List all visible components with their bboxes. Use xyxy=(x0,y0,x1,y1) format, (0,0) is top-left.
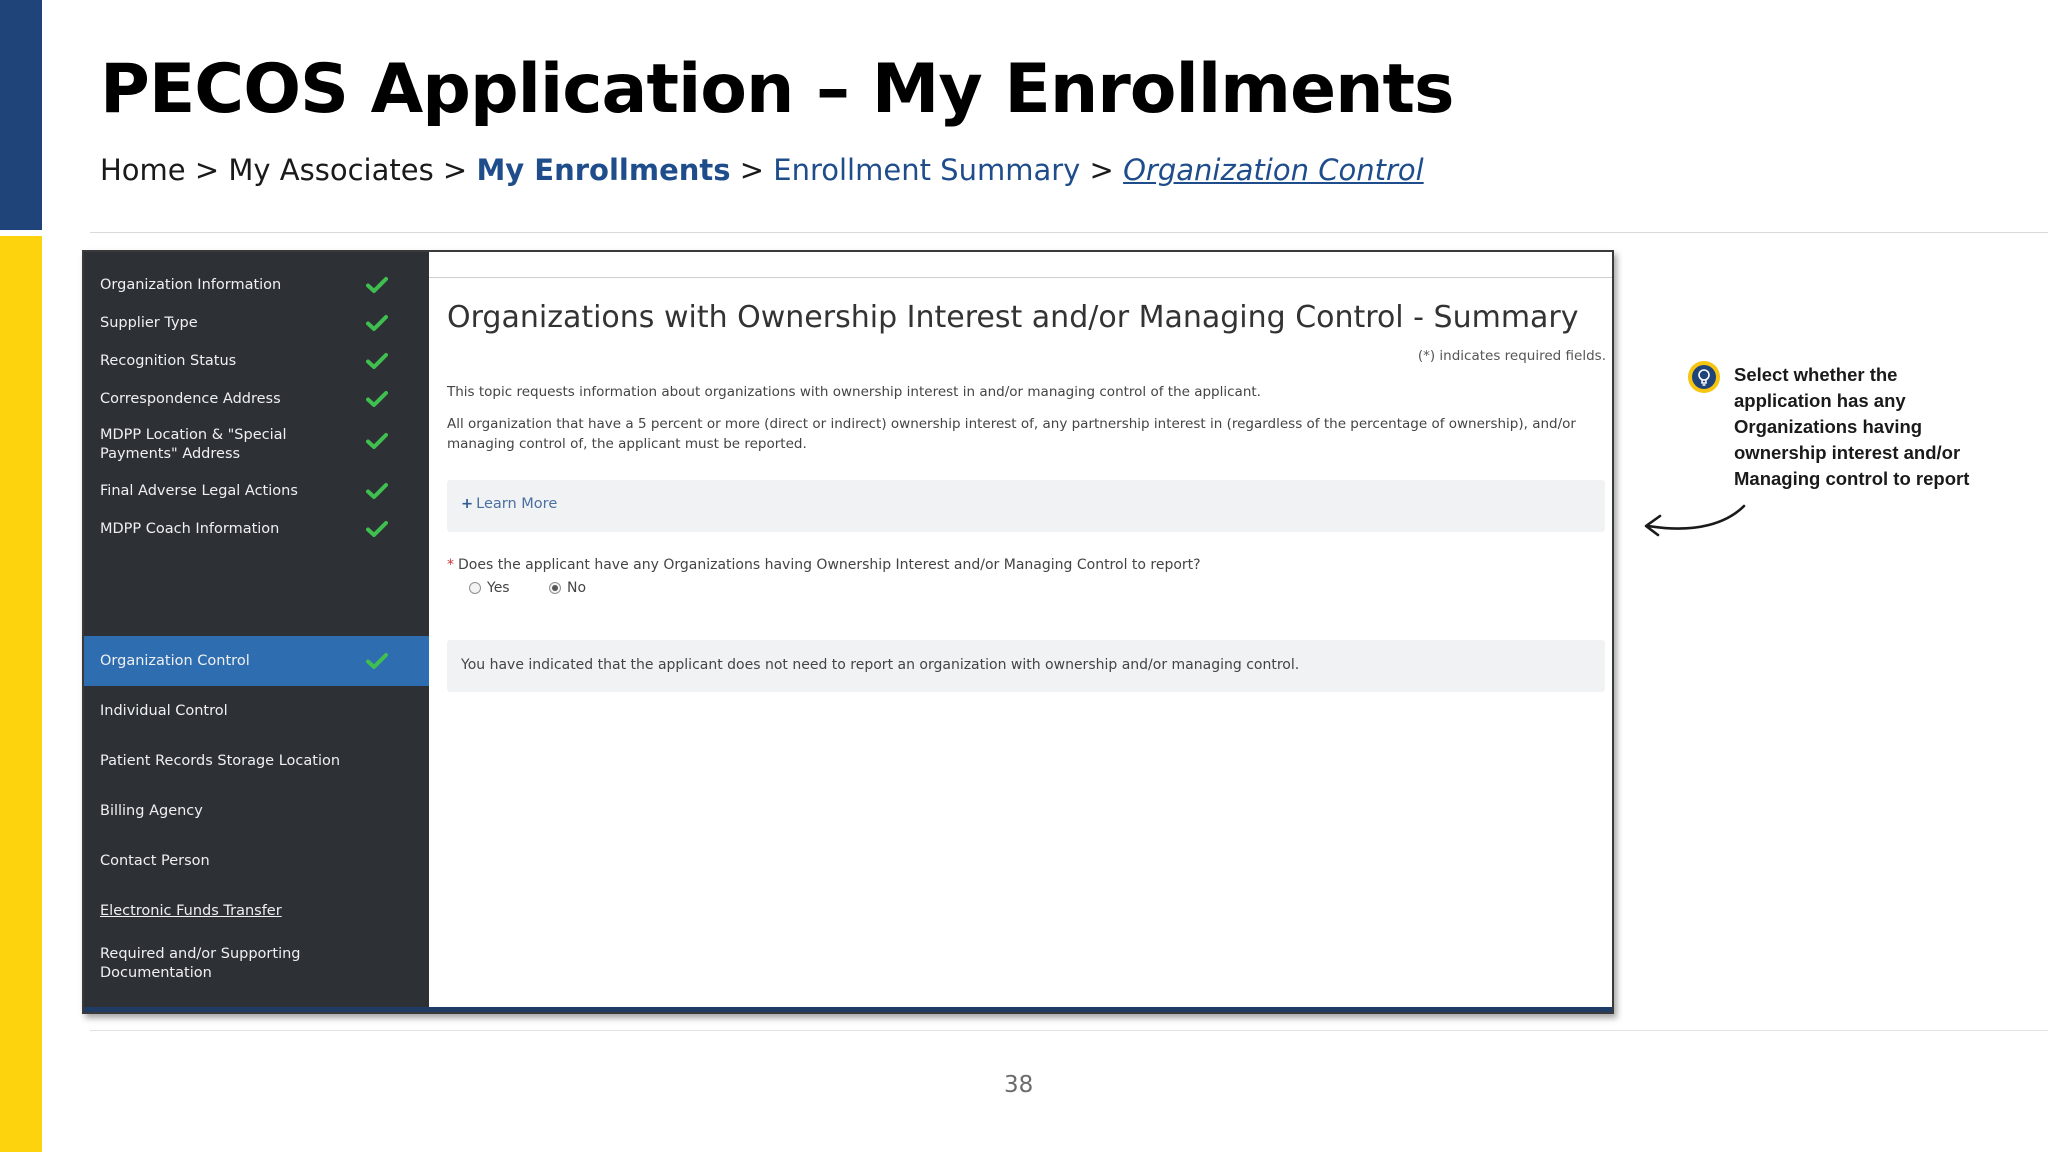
lightbulb-icon-inner xyxy=(1692,365,1716,389)
radio-yes[interactable] xyxy=(469,580,510,596)
sidebar-item-label: Organization Control xyxy=(100,652,250,669)
radio-no-circle[interactable] xyxy=(549,582,561,594)
sidebar-item-label: Correspondence Address xyxy=(100,390,281,407)
sidebar-item-label: Billing Agency xyxy=(100,802,203,819)
required-marker: * xyxy=(447,557,454,573)
radio-yes-label: Yes xyxy=(487,580,510,596)
learn-more-label: Learn More xyxy=(476,496,558,512)
requirement-text: All organization that have a 5 percent or more (direct or indirect) ownership interest of, any partnership interest in (regardless of the percentage of ownership), and/or managing control of, the applicant must be reported. xyxy=(447,416,1576,452)
sidebar-item-label: Electronic Funds Transfer xyxy=(100,902,282,919)
breadcrumb-enrollments[interactable]: My Enrollments xyxy=(476,153,731,187)
sidebar-item-organization-control[interactable] xyxy=(84,636,429,686)
check-icon xyxy=(366,432,388,450)
info-message: You have indicated that the applicant does not need to report an organization with ownership and/or managing control. xyxy=(461,657,1300,673)
divider-top xyxy=(90,232,2048,233)
check-icon xyxy=(366,390,388,408)
breadcrumb-home[interactable]: Home xyxy=(100,153,186,187)
ownership-question xyxy=(447,557,1201,573)
check-icon xyxy=(366,520,388,538)
sidebar-item-recognition-status[interactable] xyxy=(84,342,429,380)
radio-no-label: No xyxy=(567,580,587,596)
page-number: 38 xyxy=(1004,1072,1034,1098)
sidebar-item-label: Required and/or Supporting Documentation xyxy=(100,946,301,981)
sidebar-item-contact-person[interactable] xyxy=(84,836,429,886)
sidebar-item-label: Recognition Status xyxy=(100,352,237,369)
sidebar-item-label: Supplier Type xyxy=(100,314,198,331)
breadcrumb-separator: > xyxy=(1089,153,1114,187)
curved-arrow-icon xyxy=(1640,500,1750,550)
sidebar-item-mdpp-coach-information[interactable] xyxy=(84,510,429,548)
sidebar-item-label: Contact Person xyxy=(100,852,210,869)
sidebar-item-label: Final Adverse Legal Actions xyxy=(100,482,298,499)
sidebar-item-billing-agency[interactable] xyxy=(84,786,429,836)
check-icon xyxy=(366,352,388,370)
breadcrumb-separator: > xyxy=(739,153,765,187)
required-fields-note: (*) indicates required fields. xyxy=(1417,348,1606,364)
main-content xyxy=(429,252,1612,1012)
sidebar-item-supplier-type[interactable] xyxy=(84,304,429,342)
lightbulb-glyph xyxy=(1692,365,1716,389)
learn-more-link[interactable] xyxy=(461,496,557,512)
sidebar-item-electronic-funds-transfer[interactable] xyxy=(84,886,429,936)
breadcrumb-separator: > xyxy=(194,153,220,187)
sidebar-item-organization-information[interactable] xyxy=(84,266,429,304)
callout-text: Select whether the application has any Organizations having ownership interest and/or Managing control to report xyxy=(1734,364,1970,489)
question-label: Does the applicant have any Organizations having Ownership Interest and/or Managing Control to report? xyxy=(458,557,1201,573)
breadcrumb-summary[interactable]: Enrollment Summary xyxy=(773,153,1081,187)
sidebar xyxy=(84,252,429,1012)
breadcrumb-current[interactable]: Organization Control xyxy=(1123,153,1424,187)
info-message-panel xyxy=(447,640,1605,692)
page-title: Organizations with Ownership Interest and/or Managing Control - Summary xyxy=(447,300,1579,335)
sidebar-item-individual-control[interactable] xyxy=(84,686,429,736)
radio-no[interactable] xyxy=(549,580,586,596)
sidebar-item-label: Individual Control xyxy=(100,702,228,719)
learn-more-panel xyxy=(447,480,1605,532)
app-screenshot xyxy=(82,250,1614,1014)
plus-icon: + xyxy=(461,496,474,512)
breadcrumb xyxy=(100,153,1424,187)
breadcrumb-associates[interactable]: My Associates xyxy=(228,153,434,187)
sidebar-item-label: MDPP Coach Information xyxy=(100,520,280,537)
sidebar-item-patient-records-storage-location[interactable] xyxy=(84,736,429,786)
check-icon xyxy=(366,652,388,670)
check-icon xyxy=(366,276,388,294)
check-icon xyxy=(366,314,388,332)
sidebar-item-mdpp-location[interactable] xyxy=(84,418,429,472)
sidebar-item-label: MDPP Location & "Special Payments" Address xyxy=(100,427,287,462)
check-icon xyxy=(366,482,388,500)
divider-bottom xyxy=(90,1030,2048,1031)
breadcrumb-separator: > xyxy=(442,153,468,187)
screenshot-bottom-bar xyxy=(84,1007,1612,1012)
intro-text: This topic requests information about organizations with ownership interest in and/or managing control of the applicant. xyxy=(447,384,1261,400)
sidebar-item-required-documentation[interactable] xyxy=(84,936,429,992)
sidebar-item-correspondence-address[interactable] xyxy=(84,380,429,418)
sidebar-item-label: Patient Records Storage Location xyxy=(100,752,341,769)
radio-yes-circle[interactable] xyxy=(469,582,481,594)
accent-bar-yellow xyxy=(0,236,42,1152)
slide-title: PECOS Application – My Enrollments xyxy=(100,50,1454,129)
sidebar-item-label: Organization Information xyxy=(100,276,282,293)
accent-bar-blue xyxy=(0,0,42,230)
main-header-divider xyxy=(429,277,1612,278)
sidebar-item-final-adverse-legal-actions[interactable] xyxy=(84,472,429,510)
lightbulb-icon xyxy=(1688,361,1720,393)
